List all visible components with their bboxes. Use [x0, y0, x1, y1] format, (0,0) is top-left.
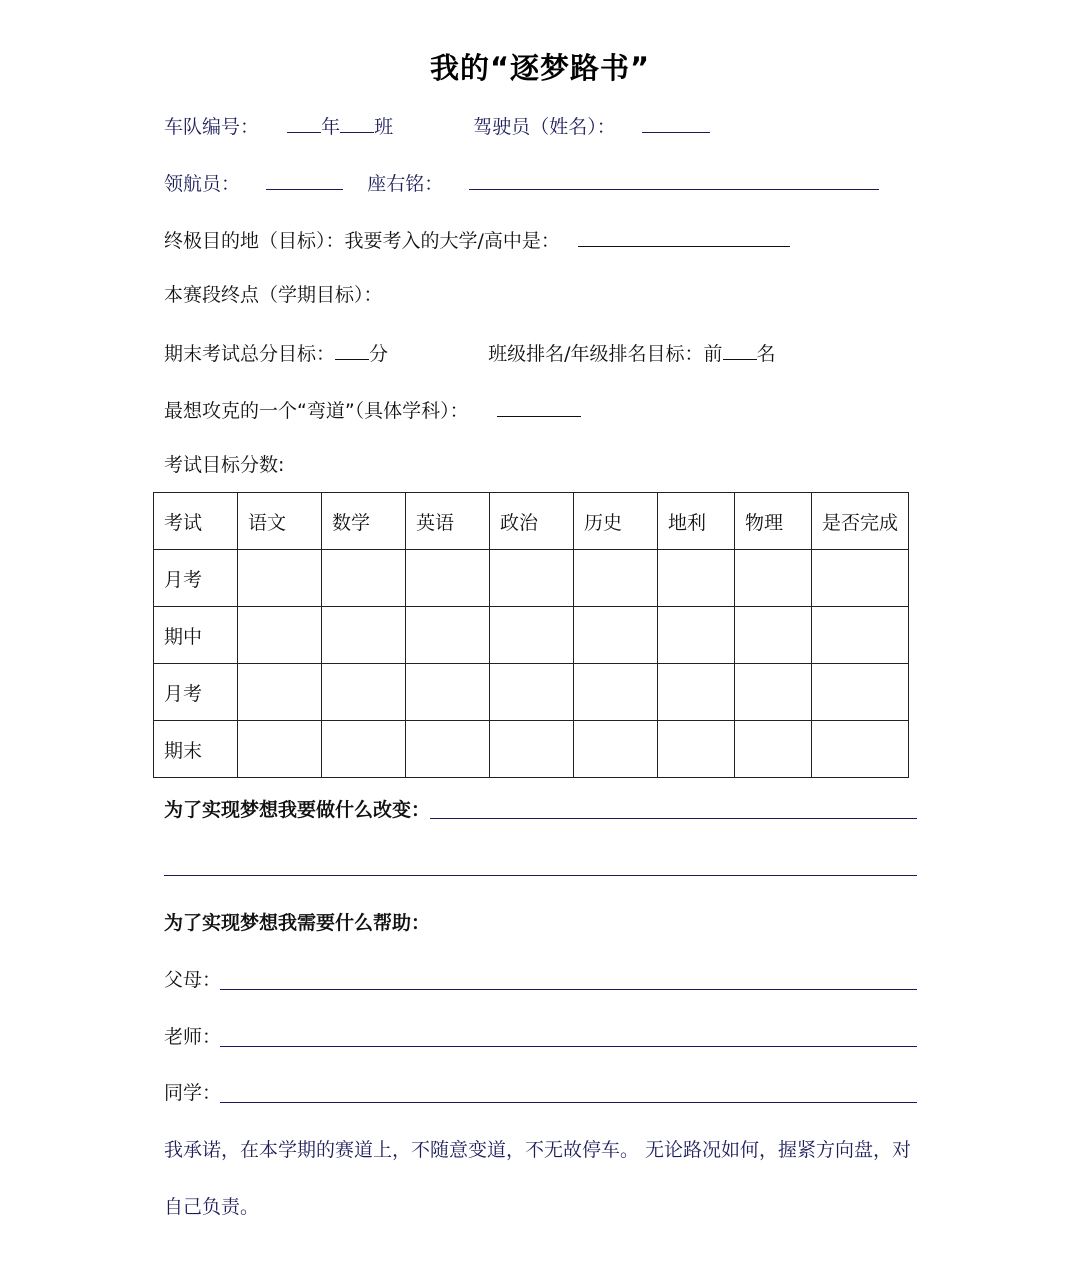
- curve-label: 最想攻克的一个“弯道”（具体学科）：: [164, 400, 469, 422]
- row-label-cell: 月考: [154, 664, 238, 721]
- table-cell[interactable]: [322, 721, 406, 778]
- table-cell[interactable]: [490, 721, 574, 778]
- table-cell[interactable]: [406, 721, 490, 778]
- table-header-cell: 政治: [490, 493, 574, 550]
- table-header-cell: 考试: [154, 493, 238, 550]
- table-cell[interactable]: [658, 664, 735, 721]
- table-header-cell: 英语: [406, 493, 490, 550]
- table-cell[interactable]: [238, 550, 322, 607]
- class-word: 班: [374, 116, 394, 138]
- score-row: [164, 339, 776, 367]
- table-header-cell: 是否完成: [812, 493, 909, 550]
- table-cell[interactable]: [238, 607, 322, 664]
- table-cell[interactable]: [322, 550, 406, 607]
- parents-label: 父母：: [164, 969, 222, 991]
- curve-blank[interactable]: [497, 396, 581, 417]
- table-row: [154, 721, 909, 778]
- table-cell[interactable]: [490, 607, 574, 664]
- class-blank[interactable]: [340, 112, 374, 133]
- table-cell[interactable]: [812, 607, 909, 664]
- table-cell[interactable]: [735, 664, 812, 721]
- navigator-label: 领航员：: [164, 173, 241, 195]
- table-cell[interactable]: [812, 664, 909, 721]
- table-header-cell: 数学: [322, 493, 406, 550]
- table-cell[interactable]: [735, 607, 812, 664]
- motto-blank[interactable]: [469, 169, 879, 190]
- row-label-cell: 期末: [154, 721, 238, 778]
- team-label: 车队编号：: [164, 116, 260, 138]
- grade-blank[interactable]: [287, 112, 321, 133]
- table-cell[interactable]: [735, 550, 812, 607]
- exam-target-label: 考试目标分数:: [164, 454, 285, 476]
- pledge-line-1: 我承诺，在本学期的赛道上，不随意变道，不无故停车。 无论路况如何，握紧方向盘，对: [164, 1139, 912, 1161]
- classmate-blank[interactable]: [220, 1102, 917, 1103]
- table-cell[interactable]: [574, 607, 658, 664]
- change-label: 为了实现梦想我要做什么改变：: [164, 799, 431, 821]
- stage-row: [164, 282, 383, 308]
- table-cell[interactable]: [322, 607, 406, 664]
- table-row: [154, 550, 909, 607]
- table-header-cell: 语文: [238, 493, 322, 550]
- teacher-label: 老师：: [164, 1026, 222, 1048]
- table-cell[interactable]: [490, 550, 574, 607]
- table-cell[interactable]: [238, 721, 322, 778]
- table-cell[interactable]: [238, 664, 322, 721]
- destination-row: [164, 226, 790, 254]
- team-row: [164, 112, 710, 140]
- motto-label: 座右铭：: [367, 173, 444, 195]
- table-cell[interactable]: [574, 721, 658, 778]
- rank-blank[interactable]: [723, 339, 757, 360]
- table-cell[interactable]: [322, 664, 406, 721]
- teacher-blank[interactable]: [220, 1046, 917, 1047]
- navigator-blank[interactable]: [266, 169, 343, 190]
- pledge-line-2: 自己负责。: [164, 1196, 260, 1218]
- navigator-row: [164, 169, 879, 197]
- table-header-cell: 历史: [574, 493, 658, 550]
- exam-target-row: [164, 452, 284, 478]
- row-label-cell: 期中: [154, 607, 238, 664]
- stage-label: 本赛段终点（学期目标）：: [164, 284, 383, 306]
- exam-target-table: [153, 492, 909, 778]
- table-cell[interactable]: [658, 550, 735, 607]
- table-cell[interactable]: [406, 664, 490, 721]
- row-label-cell: 月考: [154, 550, 238, 607]
- page-title: 我的“逐梦路书”: [429, 51, 651, 85]
- rank-label: 班级排名/年级排名目标：前: [488, 343, 723, 365]
- classmate-label: 同学：: [164, 1082, 222, 1104]
- table-cell[interactable]: [574, 664, 658, 721]
- parents-blank[interactable]: [220, 989, 917, 990]
- driver-name-blank[interactable]: [642, 112, 710, 133]
- table-cell[interactable]: [490, 664, 574, 721]
- help-label: 为了实现梦想我需要什么帮助：: [164, 912, 431, 934]
- curve-row: [164, 396, 581, 424]
- destination-label: 终极目的地（目标）：我要考入的大学/高中是：: [164, 230, 560, 252]
- table-cell[interactable]: [406, 607, 490, 664]
- table-cell[interactable]: [658, 607, 735, 664]
- table-cell[interactable]: [406, 550, 490, 607]
- grade-word: 年: [321, 116, 341, 138]
- change-blank-line-1[interactable]: [430, 818, 917, 819]
- driver-label: 驾驶员（姓名）：: [473, 116, 616, 138]
- destination-blank[interactable]: [578, 226, 790, 247]
- table-row: [154, 607, 909, 664]
- change-blank-line-2[interactable]: [164, 875, 917, 876]
- table-header-row: [154, 493, 909, 550]
- table-header-cell: 地利: [658, 493, 735, 550]
- table-cell[interactable]: [812, 721, 909, 778]
- table-cell[interactable]: [658, 721, 735, 778]
- table-header-cell: 物理: [735, 493, 812, 550]
- total-score-label: 期末考试总分目标：: [164, 343, 336, 365]
- table-row: [154, 664, 909, 721]
- table-cell[interactable]: [574, 550, 658, 607]
- score-unit: 分: [369, 343, 389, 365]
- table-cell[interactable]: [812, 550, 909, 607]
- table-cell[interactable]: [735, 721, 812, 778]
- total-score-blank[interactable]: [335, 339, 369, 360]
- rank-unit: 名: [756, 343, 776, 365]
